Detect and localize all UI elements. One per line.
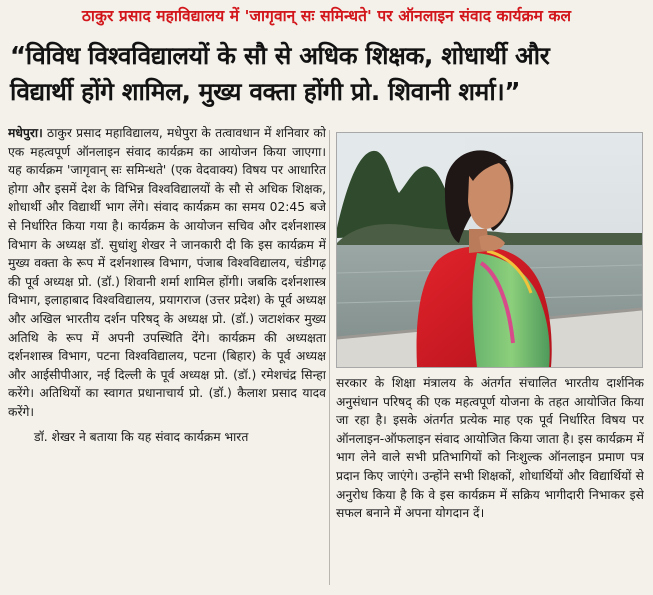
- article-paragraph-1: [8, 124, 326, 422]
- article-paragraph-2: डॉ. शेखर ने बताया कि यह संवाद कार्यक्रम भारत: [34, 429, 249, 444]
- article-column-right: [336, 374, 644, 589]
- article-paragraph-3: सरकार के शिक्षा मंत्रालय के अंतर्गत संचालित भारतीय दार्शनिक अनुसंधान परिषद् की एक महत्वपूर्ण योजना के तहत आयोजित किया जा रहा है। इसके अंतर्गत प्रत्येक माह एक पूर्व निर्धारित विषय पर ऑनलाइन-ऑफलाइन संवाद आयोजित किया जाता है। इस कार्यक्रम में भाग लेने वाले सभी प्रतिभागियों को निःशुल्क ऑनलाइन प्रमाण पत्र प्रदान किए जाएंगे। उन्होंने सभी शिक्षकों, शोधार्थियों और विद्यार्थियों से अनुरोध किया है कि वे इस कार्यक्रम में सक्रिय भागीदारी निभाकर इसे सफल बनाने में अपना योगदान दें।: [336, 376, 644, 521]
- article-column-left: [8, 124, 326, 590]
- headline-line-2: विद्यार्थी होंगे शामिल, मुख्य वक्ता होंगी प्रो. शिवानी शर्मा।”: [10, 77, 521, 106]
- photo-illustration: [337, 133, 642, 367]
- kicker-headline: ठाकुर प्रसाद महाविद्यालय में 'जागृवान् सः समिन्धते' पर ऑनलाइन संवाद कार्यक्रम कल: [81, 7, 572, 25]
- dateline: मधेपुरा।: [8, 126, 43, 140]
- news-photo-speaker: [336, 132, 643, 368]
- main-headline: [10, 38, 650, 110]
- paragraph-1-text: ठाकुर प्रसाद महाविद्यालय, मधेपुरा के तत्वावधान में शनिवार को एक महत्वपूर्ण ऑनलाइन संवाद कार्यक्रम का आयोजन किया जाएगा। यह कार्यक्रम 'जागृवान् सः समिन्धते' (एक वेदवाक्य) विषय पर आधारित होगा और इसमें देश के विभिन्न विश्वविद्यालयों के सौ से अधिक शिक्षक, शोधार्थी और विद्यार्थी भाग लेंगे। संवाद कार्यक्रम का समय 02:45 बजे से निर्धारित किया गया है। कार्यक्रम के आयोजन सचिव और दर्शनशास्त्र विभाग के अध्यक्ष डॉ. सुधांशु शेखर ने जानकारी दी कि इस कार्यक्रम में मुख्य वक्ता के रूप में दर्शनशास्त्र विभाग, पंजाब विश्वविद्यालय, चंडीगढ़ की पूर्व अध्यक्ष प्रो. (डॉ.) शिवानी शर्मा शामिल होंगी। जबकि दर्शनशास्त्र विभाग, इलाहाबाद विश्वविद्यालय, प्रयागराज (उत्तर प्रदेश) के पूर्व अध्यक्ष और अखिल भारतीय दर्शन परिषद् के अध्यक्ष प्रो. (डॉ.) जटाशंकर मुख्य अतिथि के रूप में अपनी उपस्थिति देंगे। कार्यक्रम की अध्यक्षता दर्शनशास्त्र विभाग, पटना विश्वविद्यालय, पटना (बिहार) के पूर्व अध्यक्ष और आईसीपीआर, नई दिल्ली के पूर्व अध्यक्ष प्रो. (डॉ.) रमेशचंद्र सिन्हा करेंगे। अतिथियों का स्वागत प्रधानाचार्य प्रो. (डॉ.) कैलाश प्रसाद यादव करेंगे।: [8, 126, 326, 419]
- column-divider: [329, 130, 330, 585]
- headline-line-1: “विविध विश्वविद्यालयों के सौ से अधिक शिक्षक, शोधार्थी और: [10, 41, 550, 70]
